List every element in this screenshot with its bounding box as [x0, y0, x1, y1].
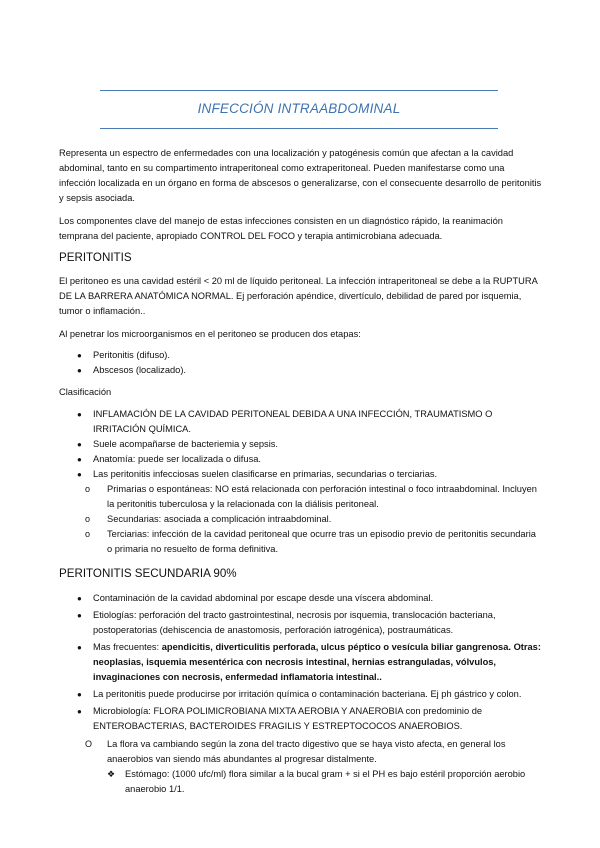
list-item: ● Microbiología: FLORA POLIMICROBIANA MIXTA AEROBIA Y ANAEROBIA con predominio de ENTEROBACTERIAS, BACTEROIDES FRAGILIS Y ESTREPTOCOCOS ANAEROBIOS. O La flora va cambiando según la zona del tracto digestivo que se haya visto afecta, en general los anaerobios van siendo más abundantes al progresar distalmente. ❖ Estómago: (1000 ufc/ml) flora similar a la bucal gram + si el PH es bajo estéril proporción aerobio anaerobio 1/1. [59, 704, 543, 797]
list-item: o Terciarias: infección de la cavidad peritoneal que ocurre tras un episodio previo de peritonitis secundaria o primaria no resuelto de forma definitiva. [85, 529, 536, 554]
bullet-icon: ● [77, 440, 82, 449]
microbiology-sublist [85, 737, 543, 797]
microbiology-subsublist [107, 767, 543, 797]
circle-bullet-icon: o [85, 484, 91, 494]
bullet-icon: ● [77, 351, 82, 360]
list-item: ● Etiologías: perforación del tracto gastrointestinal, necrosis por isquemia, translocación bacteriana, postoperatorias (dehiscencia de anastomosis, perforación iatrogénica), postraumáticas. [77, 610, 496, 635]
classification-list [59, 407, 543, 557]
list-item: O La flora va cambiando según la zona del tracto digestivo que se haya visto afecta, en general los anaerobios van siendo más abundantes al progresar distalmente. ❖ Estómago: (1000 ufc/ml) flora similar a la bucal gram + si el PH es bajo estéril proporción aerobio anaerobio 1/1. [83, 737, 543, 797]
circle-bullet-icon: o [85, 514, 91, 524]
section-heading-secundaria: PERITONITIS SECUNDARIA 90% [59, 567, 237, 580]
list-item: ● Suele acompañarse de bacteriemia y sepsis. [59, 437, 543, 452]
list-item: ● La peritonitis puede producirse por irritación química o contaminación bacteriana. Ej ph gástrico y colon. [59, 687, 543, 702]
bullet-icon: ● [77, 643, 82, 652]
peritonitis-paragraph: El peritoneo es una cavidad estéril < 20 ml de líquido peritoneal. La infección intraperitoneal se debe a la RUPTURA DE LA BARRERA ANATÓMICA NORMAL. Ej perforación apéndice, divertículo, debilidad de pared por isquemia, tumor o inflamación.. [59, 276, 538, 316]
title-rule-bottom [100, 128, 498, 129]
bullet-icon: ● [77, 470, 82, 479]
document-body [59, 146, 543, 797]
list-item: ● INFLAMACIÓN DE LA CAVIDAD PERITONEAL DEBIDA A UNA INFECCIÓN, TRAUMATISMO O IRRITACIÓN QUÍMICA. [77, 409, 493, 434]
list-item: ● Las peritonitis infecciosas suelen clasificarse en primarias, secundarias o terciarias. o Primarias o espontáneas: NO está relacionada con perforación intestinal o foco intraabdominal. Incluyen la peritonitis tuberculosa y la relacionada con la diálisis peritoneal. o Secundarias: asociada a complicación intraabdominal. o Terciarias: infección de la cavidad peritoneal que ocurre tras un episodio previo de peritonitis secundaria o primaria no resuelto de forma definitiva. [59, 467, 543, 557]
stages-list [59, 348, 543, 378]
bullet-icon: ● [77, 690, 82, 699]
list-item: o Secundarias: asociada a complicación intraabdominal. [83, 512, 543, 527]
bullet-icon: ● [77, 366, 82, 375]
list-item: ● Peritonitis (difuso). [59, 348, 543, 363]
frequent-causes-bold: apendicitis, diverticulitis perforada, ulcus péptico o vesícula biliar gangrenosa. Otras: neoplasias, isquemia mesentérica con necrosis intestinal, hernias estranguladas, vólvulos, invaginaciones con necrosis, enfermedad inflamatoria intestinal.. [93, 642, 541, 682]
list-item: ● Mas frecuentes: apendicitis, diverticulitis perforada, ulcus péptico o vesícula biliar gangrenosa. Otras: neoplasias, isquemia mesentérica con necrosis intestinal, hernias estranguladas, vólvulos, invaginaciones con necrosis, enfermedad inflamatoria intestinal.. [77, 642, 541, 682]
section-heading-peritonitis: PERITONITIS [59, 251, 132, 264]
list-item: ❖ Estómago: (1000 ufc/ml) flora similar a la bucal gram + si el PH es bajo estéril proporción aerobio anaerobio 1/1. [107, 769, 526, 794]
bullet-icon: ● [77, 611, 82, 620]
list-item: ● Anatomía: puede ser localizada o difusa. [59, 452, 543, 467]
title-rule-top [100, 90, 498, 91]
intro-paragraph-2: Los componentes clave del manejo de estas infecciones consisten en un diagnóstico rápido, la reanimación temprana del paciente, apropiado CONTROL DEL FOCO y terapia antimicrobiana adecuada. [59, 216, 503, 241]
list-item: ● Contaminación de la cavidad abdominal por escape desde una víscera abdominal. [59, 591, 543, 606]
page-title: INFECCIÓN INTRAABDOMINAL [197, 101, 401, 116]
circle-bullet-icon: O [85, 739, 93, 749]
peritonitis-types-list [85, 482, 543, 557]
bullet-icon: ● [77, 594, 82, 603]
bullet-icon: ● [77, 410, 82, 419]
classification-label: Clasificación [59, 387, 112, 397]
circle-bullet-icon: o [85, 529, 91, 539]
intro-paragraph-1: Representa un espectro de enfermedades con una localización y patogénesis común que afectan a la cavidad abdominal, tanto en su compartimento intraperitoneal como extraperitoneal. Pueden manifestarse como una infección localizada en un órgano en forma de abscesos o generalizarse, con el consecuente desarrollo de peritonitis y sepsis asociada. [59, 148, 542, 203]
secundaria-list [59, 591, 543, 797]
list-item: o Primarias o espontáneas: NO está relacionada con perforación intestinal o foco intraabdominal. Incluyen la peritonitis tuberculosa y la relacionada con la diálisis peritoneal. [85, 484, 537, 509]
bullet-icon: ● [77, 707, 82, 716]
list-item: ● Abscesos (localizado). [59, 363, 543, 378]
stages-intro: Al penetrar los microorganismos en el peritoneo se producen dos etapas: [59, 329, 361, 339]
diamond-bullet-icon: ❖ [107, 769, 116, 779]
bullet-icon: ● [77, 455, 82, 464]
